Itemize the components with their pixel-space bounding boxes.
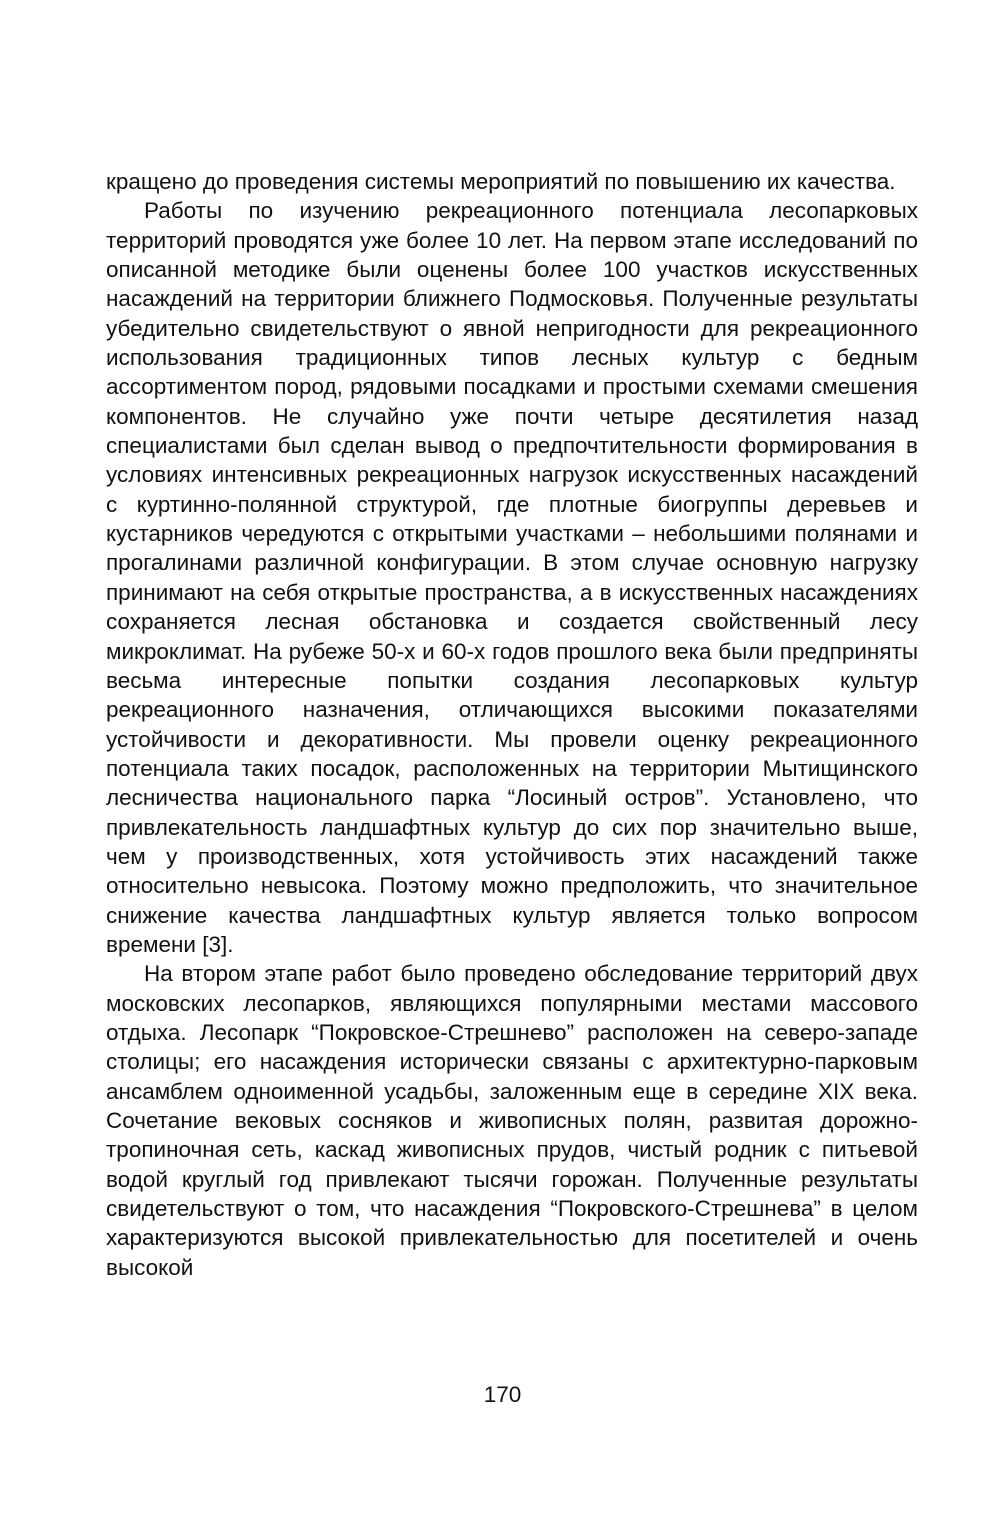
paragraph-research-first-stage: Работы по изучению рекреационного потенциала лесопарковых территорий проводятся уже более 10 лет. На первом этапе исследований по описанной методике были оценены более 100 участков искусственных насаждений на территории ближнего Подмосковья. Полученные результаты убедительно свидетельствуют о явной непригодности для рекреационного использования традиционных типов лесных культур с бедным ассортиментом пород, рядовыми посадками и простыми схемами смешения компонентов. Не случайно уже почти четыре десятилетия назад специалистами был сделан вывод о предпочтительности формирования в условиях интенсивных рекреационных нагрузок искусственных насаждений с куртинно-полянной структурой, где плотные биогруппы деревьев и кустарников чередуются с открытыми участками – небольшими полянами и прогалинами различной конфигурации. В этом случае основную нагрузку принимают на себя открытые пространства, а в искусственных насаждениях сохраняется лесная обстановка и создается свойственный лесу микроклимат. На рубеже 50-х и 60-х годов прошлого века были предприняты весьма интересные попытки создания лесопарковых культур рекреационного назначения, отличающихся высокими показателями устойчивости и декоративности. Мы провели оценку рекреационного потенциала таких посадок, расположенных на территории Мытищинского лесничества национального парка “Лосиный остров”. Установлено, что привлекательность ландшафтных культур до сих пор значительно выше, чем у производственных, хотя устойчивость этих насаждений также относительно невысока. Поэтому можно предположить, что значительное снижение качества ландшафтных культур является только вопросом времени [3]. <box>106 198 918 957</box>
paragraph-research-second-stage: На втором этапе работ было проведено обследование территорий двух московских лесопарков, являющихся популярными местами массового отдыха. Лесопарк “Покровское-Стрешнево” расположен на северо-западе столицы; его насаждения исторически связаны с архитектурно-парковым ансамблем одноименной усадьбы, заложенным еще в середине XIX века. Сочетание вековых сосняков и живописных полян, развитая дорожно-тропиночная сеть, каскад живописных прудов, чистый родник с питьевой водой круглый год привлекают тысячи горожан. Полученные результаты свидетельствуют о том, что насаждения “Покровского-Стрешнева” в целом характеризуются высокой привлекательностью для посетителей и очень высокой <box>106 961 918 1280</box>
paragraph-continuation: кращено до проведения системы мероприятий по повышению их качества. <box>106 169 896 194</box>
body-text <box>106 167 918 1282</box>
page-number: 170 <box>483 1382 522 1407</box>
